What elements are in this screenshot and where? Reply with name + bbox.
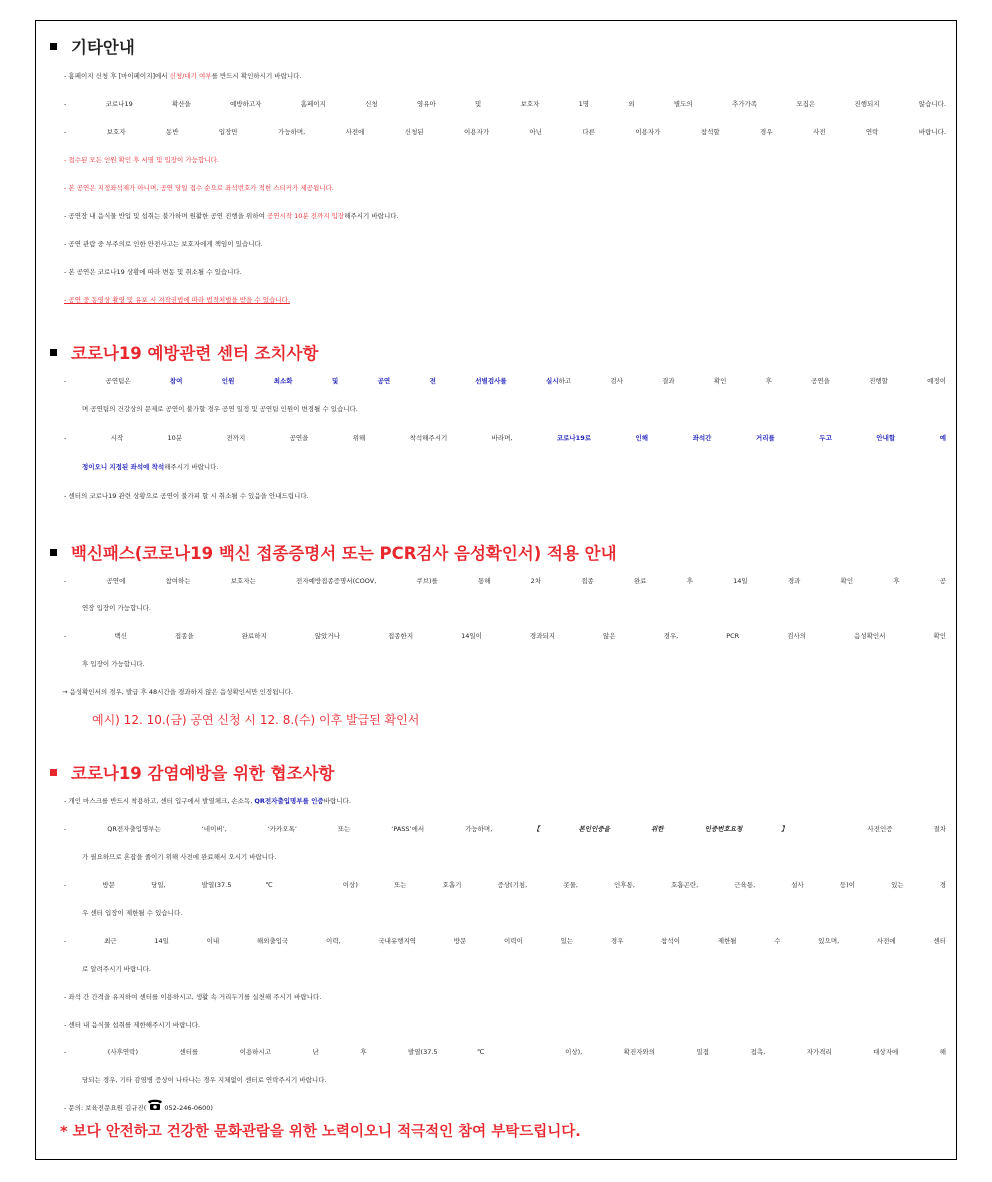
measure-line-1: - 공연팀은 참여 인원 최소화 및 공연 전 선별검사를 실시하고 검사 결과 확인 후 공연을 진행할 예정이: [64, 377, 946, 385]
vaccine-line-3: → 음성확인서의 경우, 발급 후 48시간을 경과하지 않은 음성확인서만 인정됩니다.: [62, 688, 294, 696]
vaccine-example: 예시) 12. 10.(금) 공연 신청 시 12. 8.(수) 이후 발급된 확인서: [92, 713, 420, 727]
info-line-8: - 본 공연은 코로나19 상황에 따라 변동 및 취소될 수 있습니다.: [64, 268, 242, 276]
measure-line-2: - 시작 10분 전까지 공연을 위해 착석해주시기 바라며, 코로나19로 인해 좌석간 거리를 두고 안내할 예: [64, 434, 946, 442]
square-bullet-icon: [50, 43, 57, 50]
section-cooperation-title: 코로나19 감염예방을 위한 협조사항: [50, 763, 334, 785]
coop-line-7-cont: 당되는 경우, 기타 감염병 증상이 나타나는 경우 지체없이 센터로 연락주시기 바랍니다.: [82, 1076, 327, 1084]
square-bullet-icon: [50, 769, 57, 776]
info-line-2: - 코로나19 확산을 예방하고자 홈페이지 신청 영유아 및 보호자 1명 외 별도의 추가가족 모집은 진행되지 않습니다.: [64, 100, 946, 108]
section-vaccine-pass-title: 백신패스(코로나19 백신 접종증명서 또는 PCR검사 음성확인서) 적용 안내: [50, 543, 617, 565]
coop-line-3-cont: 우 센터 입장이 제한될 수 있습니다.: [82, 909, 183, 917]
coop-line-3: - 방문 당일, 발열(37.5℃ 이상) 또는 호흡기 증상(기침, 콧물, 인후통, 호흡곤란, 근육통, 설사 등)이 있는 경: [64, 881, 946, 889]
measure-line-2-cont: 정이오니 지정된 좌석에 착석해주시기 바랍니다.: [82, 463, 219, 471]
vaccine-line-1: - 공연에 참여하는 보호자는 전자예방접종증명서(COOV, 쿠브)를 통해 2차 접종 완료 후 14일 경과 확인 후 공: [64, 577, 946, 585]
coop-line-6: - 센터 내 음식물 섭취를 제한해주시기 바랍니다.: [64, 1021, 201, 1029]
coop-line-2-cont: 가 필요하므로 혼잡을 줄이기 위해 사전에 완료해서 오시기 바랍니다.: [82, 853, 277, 861]
coop-line-4: - 최근 14일 이내 해외출입국 이력, 국내유행지역 방문 이력이 있는 경우 참석이 제한될 수 있으며, 사전에 센터: [64, 937, 946, 945]
coop-line-2: - QR전자출입명부는 ‘네이버’, ‘카카오톡’ 또는 ‘PASS’에서 가능하며, 【본인인증을 위한 인증번호요청】 사전인증 절차: [64, 825, 946, 833]
vaccine-line-1-cont: 연장 입장이 가능합니다.: [82, 604, 151, 612]
coop-line-5: - 좌석 간 간격을 유지하여 센터를 이용하시고, 생활 속 거리두기를 실천해 주시기 바랍니다.: [64, 993, 322, 1001]
square-bullet-icon: [50, 349, 57, 356]
info-line-9: - 공연 중 동영상 촬영 및 유포 시 저작권법에 따라 법적처벌을 받을 수 있습니다.: [64, 296, 290, 304]
measure-line-3: - 센터의 코로나19 관련 상황으로 공연이 불가피 할 시 취소될 수 있음을 안내드립니다.: [64, 492, 309, 500]
measure-line-1-cont: 며 공연팀의 건강상의 문제로 공연이 불가할 경우 공연 일정 및 공연팀 인원이 변경될 수 있습니다.: [82, 405, 358, 413]
info-line-5: - 본 공연은 지정좌석제가 아니며, 공연 당일 접수 순으로 좌석번호가 적힌 스티커가 제공됩니다.: [64, 184, 334, 192]
info-line-6: - 공연장 내 음식물 반입 및 섭취는 불가하며 원활한 공연 진행을 위하여 공연시작 10분 전까지 입장해주시기 바랍니다.: [64, 212, 399, 220]
section-covid-measures-title: 코로나19 예방관련 센터 조치사항: [50, 343, 318, 365]
vaccine-line-2: - 백신 접종을 완료하지 않았거나 접종한지 14일이 경과되지 않은 경우, PCR 검사의 음성확인서 확인: [64, 632, 946, 640]
info-line-3: - 보호자 동반 입장만 가능하며, 사전에 신청된 이용자가 아닌 다른 이용자가 참석할 경우 사전 연락 바랍니다.: [64, 128, 946, 136]
info-line-1: - 홈페이지 신청 후 [마이페이지]에서 신청/대기 여부를 반드시 확인하시기 바랍니다.: [64, 72, 302, 80]
coop-line-7: - (사후연락) 센터를 이용하시고 난 후 발열(37.5℃ 이상), 확진자와의 밀접 접촉, 자가격리 대상자에 해: [64, 1048, 946, 1056]
phone-icon: [147, 1098, 163, 1111]
info-line-7: - 공연 관람 중 부주의로 인한 안전사고는 보호자에게 책임이 있습니다.: [64, 240, 263, 248]
vaccine-line-2-cont: 후 입장이 가능합니다.: [82, 660, 145, 668]
square-bullet-icon: [50, 549, 57, 556]
coop-line-4-cont: 로 알려주시기 바랍니다.: [82, 965, 151, 973]
closing-note: * 보다 안전하고 건강한 문화관람을 위한 노력이오니 적극적인 참여 부탁드립니다.: [60, 1124, 581, 1140]
section-other-info-title: 기타안내: [50, 37, 135, 59]
coop-line-8: - 문의: 보육전문요원 김규진( 052-246-0600): [64, 1097, 946, 1119]
coop-line-1: - 개인 마스크를 반드시 착용하고, 센터 입구에서 발열체크, 손소독, QR전자출입명부를 인증바랍니다.: [64, 797, 351, 805]
info-line-4: - 접수된 모든 인원 확인 후 서명 및 입장이 가능합니다.: [64, 156, 219, 164]
